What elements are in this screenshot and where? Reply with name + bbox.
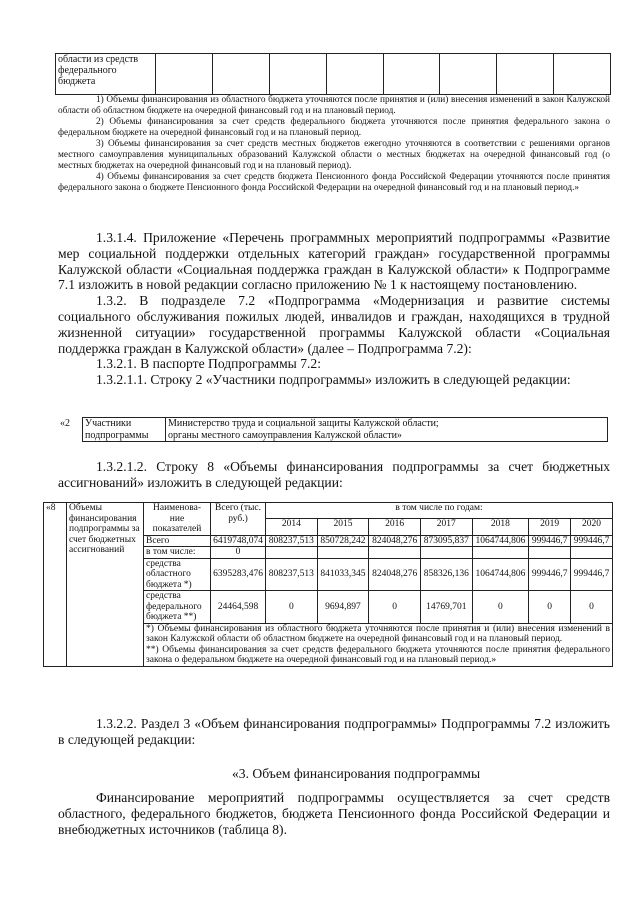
row-total: 0 xyxy=(211,547,266,559)
row-value: 0 xyxy=(266,591,318,624)
row-value: 0 xyxy=(472,591,529,624)
row-value: 824048,276 xyxy=(369,558,421,591)
table-note: **) Объемы финансирования за счет средств федерального бюджета уточняются после принятия федерального закона о федеральном бюджете на очередной финансовый год и на плановый период.» xyxy=(146,644,610,665)
top-table-cell xyxy=(156,54,213,95)
paragraph: 1.3.2.1.2. Строку 8 «Объемы финансирования подпрограммы за счет бюджетных ассигнований» изложить в следующей редакции: xyxy=(58,459,610,490)
year-header: 2017 xyxy=(420,519,472,535)
year-header: 2015 xyxy=(317,519,369,535)
paragraph: Финансирование мероприятий подпрограммы осуществляется за счет средств областного, федерального бюджетов, бюджета Пенсионного фонда Российской Федерации и внебюджетных источников (таблица 8). xyxy=(58,790,610,837)
row-value: 999446,7 xyxy=(529,535,571,547)
header-total: Всего (тыс. руб.) xyxy=(211,503,266,536)
paragraph: 1.3.2. В подразделе 7.2 «Подпрограмма «Модернизация и развитие системы социального обслуживания пожилых людей, инвалидов и граждан, находящихся в трудной жизненной ситуации» государственной программы Калужской области «Социальная поддержка граждан в Калужской области» (далее – Подпрограмма 7.2): xyxy=(58,293,610,356)
paragraph: 1.3.2.2. Раздел 3 «Объем финансирования подпрограммы» Подпрограммы 7.2 изложить в следующей редакции: xyxy=(58,716,610,747)
row-value: 1064744,806 xyxy=(472,535,529,547)
row-value xyxy=(369,547,421,559)
footnote: 4) Объемы финансирования за счет средств бюджета Пенсионного фонда Российской Федерации уточняются после принятия федерального закона о бюджете Пенсионного фонда Российской Федерации на очередной финансовый год и на плановый период.» xyxy=(58,172,610,193)
row-value: 999446,7 xyxy=(571,558,613,591)
main-text-2 xyxy=(58,459,610,491)
year-header: 2014 xyxy=(266,519,318,535)
row-number: «2 xyxy=(60,417,70,429)
row-value: 999446,7 xyxy=(529,558,571,591)
row-total: 24464,598 xyxy=(211,591,266,624)
top-table-cell xyxy=(440,54,497,95)
paragraph: 1.3.2.1. В паспорте Подпрограммы 7.2: xyxy=(96,356,321,372)
row-value: 0 xyxy=(529,591,571,624)
row-value: 14769,701 xyxy=(420,591,472,624)
row-value: 808237,513 xyxy=(266,535,318,547)
row-value xyxy=(529,547,571,559)
row-number: «8 xyxy=(44,503,67,667)
year-header: 2018 xyxy=(472,519,529,535)
header-name: Наименова-ние показателей xyxy=(144,503,211,536)
footnote: 3) Объемы финансирования за счет средств местных бюджетов ежегодно уточняются в соответствии с решениями органов местного самоуправления муниципальных образований Калужской области о местных бюджетах на очередной финансовый год (о местных бюджетах на очередной финансовый год и на плановый период). xyxy=(58,139,610,171)
row-value: 1064744,806 xyxy=(472,558,529,591)
paragraph: 1.3.1.4. Приложение «Перечень программных мероприятий подпрограммы «Развитие мер социальной поддержки отдельных категорий граждан» государственной программы Калужской области «Социальная поддержка граждан в Калужской области» к Подпрограмме 7.1 изложить в новой редакции согласно приложению № 1 к настоящему постановлению. xyxy=(58,230,610,293)
row-value: 873095,837 xyxy=(420,535,472,547)
financing-table xyxy=(43,502,613,667)
header-years-group: в том числе по годам: xyxy=(266,503,613,519)
participants-table xyxy=(58,417,608,442)
row-value: 9694,897 xyxy=(317,591,369,624)
participant-line: органы местного самоуправления Калужской области» xyxy=(168,429,402,441)
footnote: 2) Объемы финансирования за счет средств федерального бюджета уточняются после принятия федерального закона о федеральном бюджете на очередной финансовый год и на плановый период. xyxy=(58,117,610,138)
table-note: *) Объемы финансирования из областного бюджета уточняются после принятия и (или) внесения изменений в закон Калужской области об областном бюджете на очередной финансовый год и на плановый период. xyxy=(146,623,610,644)
top-table-cell xyxy=(326,54,383,95)
row-name: в том числе: xyxy=(144,547,211,559)
year-header: 2019 xyxy=(529,519,571,535)
participants-value xyxy=(166,418,608,442)
row-value: 808237,513 xyxy=(266,558,318,591)
financing-label: Объемы финансирования подпрограммы за счет бюджетных ассигнований xyxy=(67,503,144,667)
row-value xyxy=(266,547,318,559)
paragraph: 1.3.2.1.1. Строку 2 «Участники подпрограммы» изложить в следующей редакции: xyxy=(96,372,571,388)
row-value: 850728,242 xyxy=(317,535,369,547)
row-value: 824048,276 xyxy=(369,535,421,547)
row-name: средства областного бюджета *) xyxy=(144,558,211,591)
top-table-cell xyxy=(497,54,554,95)
main-text xyxy=(58,230,610,388)
top-table-cell xyxy=(383,54,440,95)
row-name: средства федерального бюджета **) xyxy=(144,591,211,624)
row-value xyxy=(420,547,472,559)
top-table-cell xyxy=(269,54,326,95)
row-value xyxy=(317,547,369,559)
footnote: 1) Объемы финансирования из областного бюджета уточняются после принятия и (или) внесения изменений в закон Калужской области об областном бюджете на очередной финансовый год и на плановый период. xyxy=(58,95,610,116)
year-header: 2016 xyxy=(369,519,421,535)
top-table xyxy=(55,53,611,95)
top-table-label: области из средств федерального бюджета xyxy=(56,54,156,95)
row-value xyxy=(571,547,613,559)
top-table-cell xyxy=(554,54,611,95)
row-value: 858326,136 xyxy=(420,558,472,591)
table-notes xyxy=(144,623,613,666)
row-value: 841033,345 xyxy=(317,558,369,591)
row-total: 6419748,074 xyxy=(211,535,266,547)
row-value xyxy=(472,547,529,559)
top-footnotes xyxy=(58,95,610,194)
participant-line: Министерство труда и социальной защиты Калужской области; xyxy=(168,418,439,429)
row-value: 0 xyxy=(571,591,613,624)
row-total: 6395283,476 xyxy=(211,558,266,591)
main-text-3 xyxy=(58,716,610,748)
top-table-cell xyxy=(212,54,269,95)
row-name: Всего xyxy=(144,535,211,547)
main-text-4 xyxy=(58,790,610,837)
year-header: 2020 xyxy=(571,519,613,535)
section-heading: «3. Объем финансирования подпрограммы xyxy=(232,766,481,781)
participants-label: Участники подпрограммы xyxy=(83,418,166,442)
row-value: 999446,7 xyxy=(571,535,613,547)
row-value: 0 xyxy=(369,591,421,624)
